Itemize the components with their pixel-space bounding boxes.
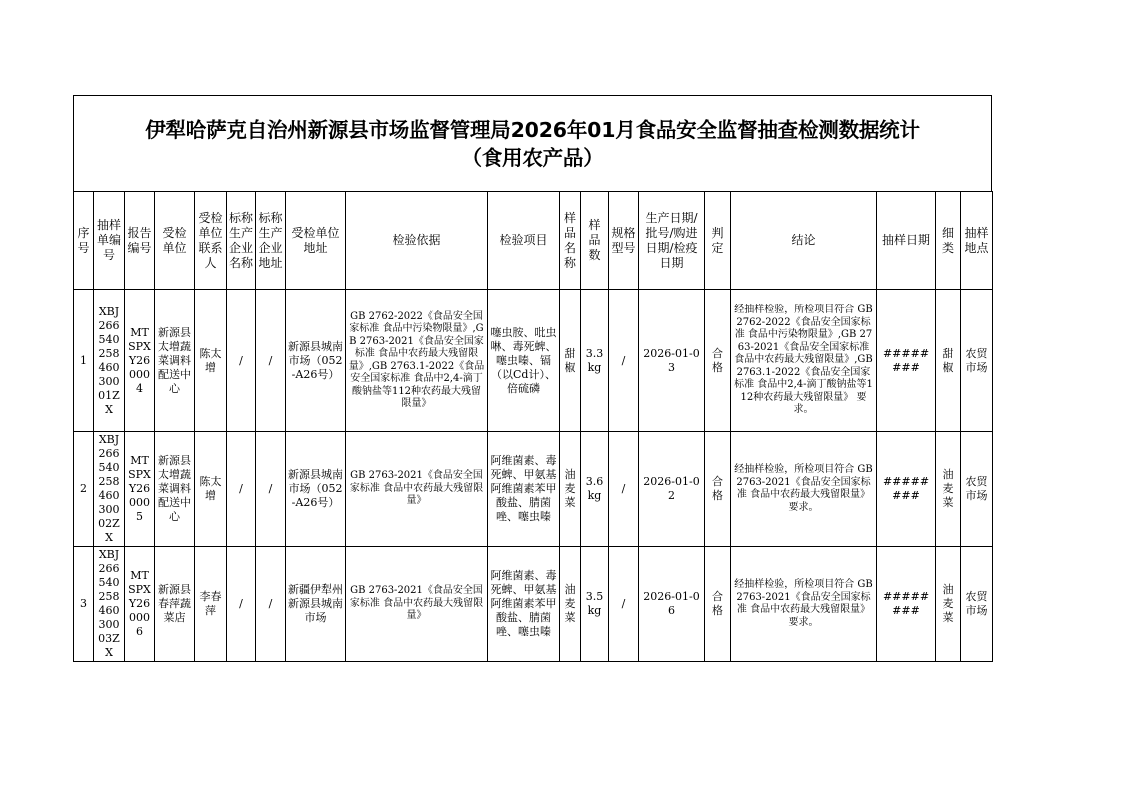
cell-mfr-addr: / <box>256 547 286 662</box>
cell-verdict: 合格 <box>705 290 731 432</box>
cell-seq: 3 <box>74 547 94 662</box>
cell-sample-name: 甜椒 <box>560 290 581 432</box>
table-row <box>74 290 993 432</box>
cell-sample-name: 油麦菜 <box>560 432 581 547</box>
cell-mfr-name: / <box>227 547 256 662</box>
cell-unit-addr: 新源县城南市场（052-A26号） <box>286 290 346 432</box>
cell-qty: 3.6kg <box>581 432 609 547</box>
cell-unit: 新源县太增蔬菜调料配送中心 <box>155 290 195 432</box>
col-header-date: 生产日期/批号/购进日期/检疫日期 <box>639 192 705 290</box>
cell-date: 2026-01-03 <box>639 290 705 432</box>
cell-category: 油麦菜 <box>936 432 961 547</box>
cell-qty: 3.3kg <box>581 290 609 432</box>
col-header-unit: 受检单位 <box>155 192 195 290</box>
cell-unit: 新源县春萍蔬菜店 <box>155 547 195 662</box>
cell-items: 阿维菌素、毒死蜱、甲氨基阿维菌素苯甲酸盐、腈菌唑、噻虫嗪 <box>488 432 560 547</box>
cell-verdict: 合格 <box>705 547 731 662</box>
cell-spec: / <box>609 432 639 547</box>
col-header-sample-date: 抽样日期 <box>877 192 936 290</box>
cell-unit-addr: 新疆伊犁州新源县城南市场 <box>286 547 346 662</box>
cell-spec: / <box>609 290 639 432</box>
cell-mfr-addr: / <box>256 432 286 547</box>
col-header-mfr-addr: 标称生产企业地址 <box>256 192 286 290</box>
cell-place: 农贸市场 <box>961 547 993 662</box>
cell-seq: 2 <box>74 432 94 547</box>
cell-contact: 陈太增 <box>195 290 227 432</box>
header-row <box>74 192 993 290</box>
cell-date: 2026-01-02 <box>639 432 705 547</box>
cell-qty: 3.5kg <box>581 547 609 662</box>
col-header-report-no: 报告编号 <box>125 192 155 290</box>
conclusion-text: 经抽样检验，所检项目符合 GB 2762-2022《食品安全国家标准 食品中污染物限量》,GB 2763-2021《食品安全国家标准 食品中农药最大残留限量》,GB 2763.1-2022《食品安全国家标准 食品中2,4-滴丁酸钠盐等112种农药最大残留限量》 要求。 <box>734 304 873 416</box>
col-header-place: 抽样地点 <box>961 192 993 290</box>
col-header-sample-name: 样品名称 <box>560 192 581 290</box>
table-row <box>74 432 993 547</box>
inspection-table <box>73 191 993 662</box>
cell-conclusion: 经抽样检验，所检项目符合 GB 2763-2021《食品安全国家标准 食品中农药最大残留限量》 要求。 <box>731 547 877 662</box>
col-header-qty: 样品数 <box>581 192 609 290</box>
col-header-conclusion: 结论 <box>731 192 877 290</box>
cell-basis: GB 2763-2021《食品安全国家标准 食品中农药最大残留限量》 <box>346 432 488 547</box>
cell-sample-date: ######## <box>877 432 936 547</box>
cell-items: 噻虫胺、吡虫啉、毒死蜱、噻虫嗪、镉（以Cd计）、倍硫磷 <box>488 290 560 432</box>
report-title <box>73 95 992 191</box>
col-header-items: 检验项目 <box>488 192 560 290</box>
cell-basis: GB 2762-2022《食品安全国家标准 食品中污染物限量》,GB 2763-2021《食品安全国家标准 食品中农药最大残留限量》,GB 2763.1-2022《食品安全国家标准 食品中2,4-滴丁酸钠盐等112种农药最大残留限量》 <box>346 290 488 432</box>
cell-unit: 新源县太增蔬菜调料配送中心 <box>155 432 195 547</box>
title-line-1: 伊犁哈萨克自治州新源县市场监督管理局2026年01月食品安全监督抽查检测数据统计 <box>145 117 920 142</box>
cell-category: 甜椒 <box>936 290 961 432</box>
cell-sample-name: 油麦菜 <box>560 547 581 662</box>
cell-place: 农贸市场 <box>961 290 993 432</box>
col-header-category: 细类 <box>936 192 961 290</box>
cell-report-no: MTSPXY260006 <box>125 547 155 662</box>
cell-items: 阿维菌素、毒死蜱、甲氨基阿维菌素苯甲酸盐、腈菌唑、噻虫嗪 <box>488 547 560 662</box>
cell-sample-no: XBJ26654025846030002ZX <box>94 432 125 547</box>
cell-unit-addr: 新源县城南市场（052-A26号） <box>286 432 346 547</box>
col-header-spec: 规格型号 <box>609 192 639 290</box>
cell-verdict: 合格 <box>705 432 731 547</box>
cell-seq: 1 <box>74 290 94 432</box>
col-header-verdict: 判定 <box>705 192 731 290</box>
cell-report-no: MTSPXY260004 <box>125 290 155 432</box>
col-header-sample-no: 抽样单编号 <box>94 192 125 290</box>
report-sheet <box>73 95 992 662</box>
col-header-contact: 受检单位联系人 <box>195 192 227 290</box>
cell-conclusion: 经抽样检验，所检项目符合 GB 2763-2021《食品安全国家标准 食品中农药最大残留限量》 要求。 <box>731 432 877 547</box>
col-header-mfr-name: 标称生产企业名称 <box>227 192 256 290</box>
cell-category: 油麦菜 <box>936 547 961 662</box>
cell-spec: / <box>609 547 639 662</box>
cell-sample-date: ######## <box>877 547 936 662</box>
cell-contact: 李春萍 <box>195 547 227 662</box>
table-row <box>74 547 993 662</box>
cell-sample-date: ######## <box>877 290 936 432</box>
cell-date: 2026-01-06 <box>639 547 705 662</box>
title-line-2: （食用农产品） <box>461 145 604 170</box>
cell-place: 农贸市场 <box>961 432 993 547</box>
col-header-basis: 检验依据 <box>346 192 488 290</box>
cell-report-no: MTSPXY260005 <box>125 432 155 547</box>
cell-mfr-addr: / <box>256 290 286 432</box>
cell-basis: GB 2763-2021《食品安全国家标准 食品中农药最大残留限量》 <box>346 547 488 662</box>
cell-contact: 陈太增 <box>195 432 227 547</box>
cell-mfr-name: / <box>227 290 256 432</box>
cell-conclusion <box>731 290 877 432</box>
cell-sample-no: XBJ26654025846030001ZX <box>94 290 125 432</box>
cell-mfr-name: / <box>227 432 256 547</box>
col-header-unit-addr: 受检单位地址 <box>286 192 346 290</box>
col-header-seq: 序号 <box>74 192 94 290</box>
cell-sample-no: XBJ26654025846030003ZX <box>94 547 125 662</box>
